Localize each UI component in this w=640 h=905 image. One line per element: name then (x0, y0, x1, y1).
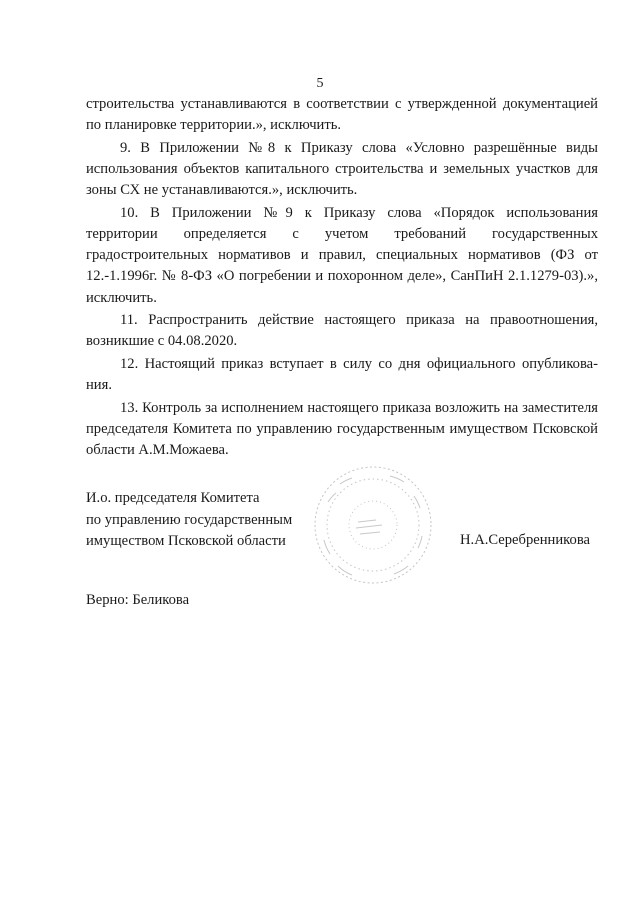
signature-block (86, 488, 606, 568)
paragraph-item-11: 11. Распространить действие настоящего приказа на правоотношения, возникшие с 04.08.2020. (86, 312, 598, 350)
signatory-position-line-1: И.о. председателя Комитета (86, 490, 260, 506)
signatory-position-line-2: по управлению государственным (86, 511, 293, 528)
verification-note: Верно: Беликова (86, 592, 190, 608)
paragraph-item-13: 13. Контроль за исполнением настоящего приказа возложить на заместителя председателя Комитета по управлению государственным имуществом Псковской области А.М.Можаева. (86, 399, 598, 459)
paragraph-item-12: 12. Настоящий приказ вступает в силу со дня официального опубликова-ния. (86, 356, 598, 394)
signatory-position (86, 488, 326, 553)
page-number: 5 (316, 76, 324, 91)
paragraph-continuation: строительства устанавливаются в соответствии с утвержденной документацией по планировке территории.», исключить. (86, 96, 598, 134)
paragraph-item-9: 9. В Приложении №8 к Приказу слова «Условно разрешённые виды использования объектов капитального строительства и земельных участков для зоны СХ не устанавливаются.», исключить. (86, 139, 598, 199)
order-body (86, 94, 598, 463)
signatory-position-line-3: имуществом Псковской области (86, 533, 286, 550)
paragraph-item-10: 10. В Приложении №9 к Приказу слова «Порядок использования территории определяется с учетом требований государственных градостроительных нормативов и правил, специальных нормативов (ФЗ от 12.-1.1996г. № 8-ФЗ «О погребении и похоронном деле», СанПиН 2.1.1279-03).», исключить. (86, 204, 598, 306)
signatory-name: Н.А.Серебренникова (460, 532, 590, 548)
